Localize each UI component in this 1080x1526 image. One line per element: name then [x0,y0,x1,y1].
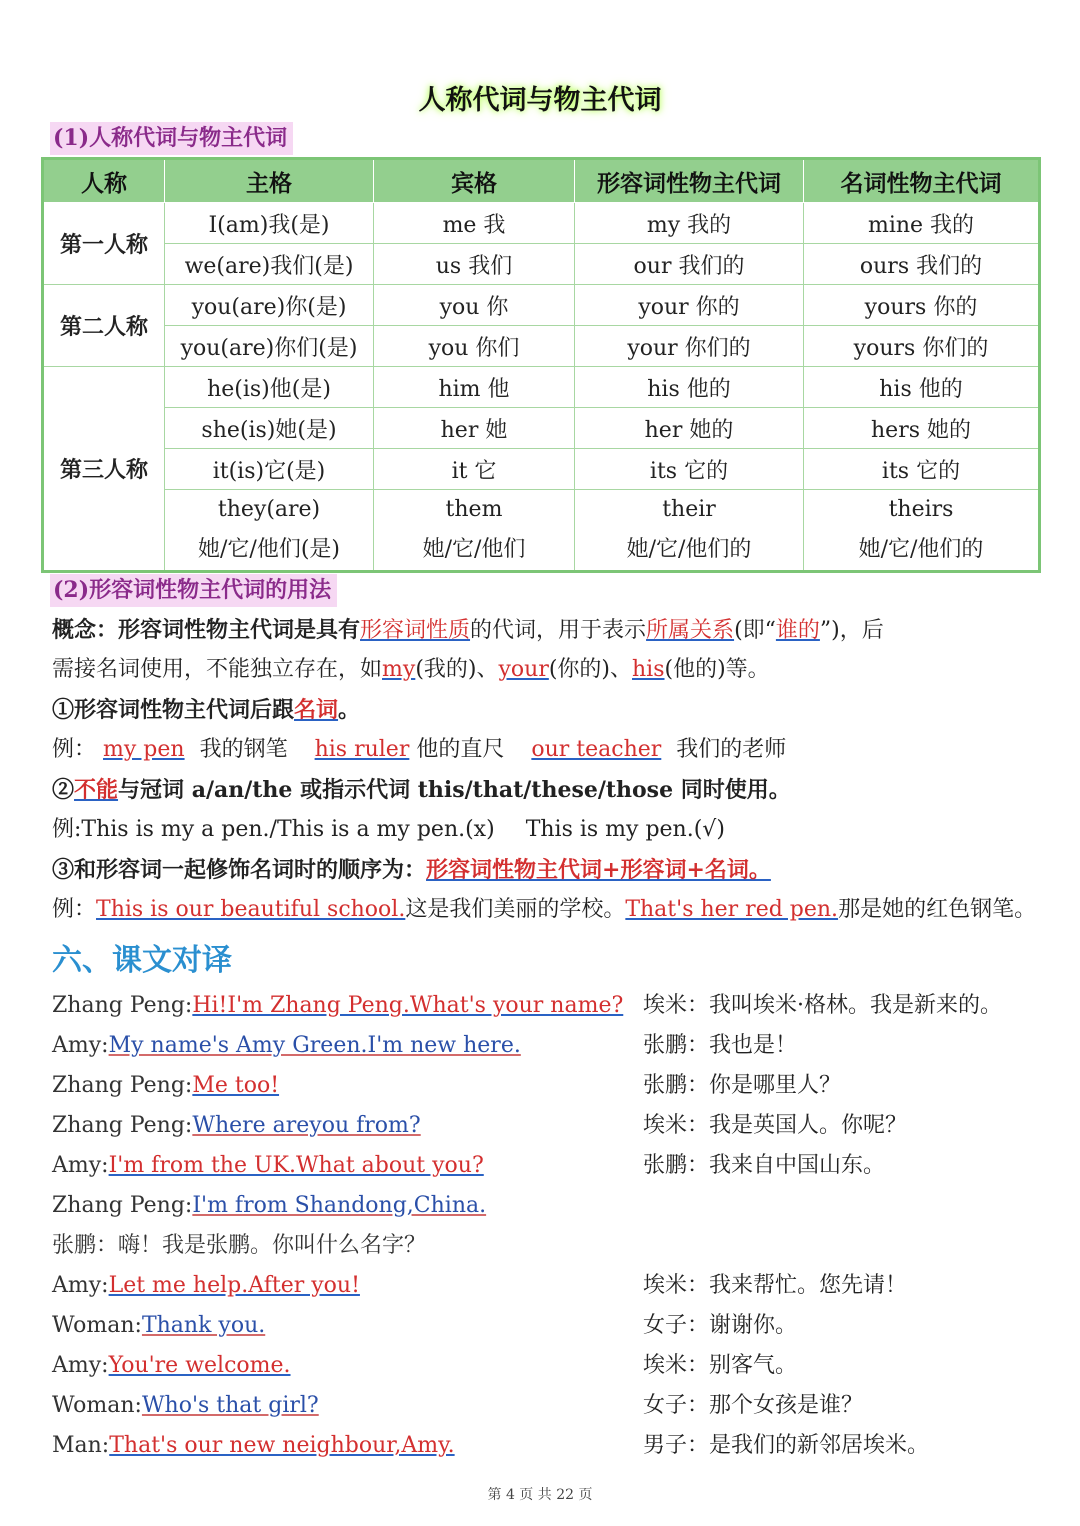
page-footer: 第 4 页 共 22 页 [487,1487,593,1503]
table-row [43,285,1040,326]
example-sentence: This is our beautiful school. [96,897,406,922]
dialogue-speaker: Amy: [52,1033,109,1058]
cell-line: 她/它/他们(是) [198,537,340,562]
cell-line: 她/它/他们的 [626,537,752,562]
table-cell: your 你们的 [575,326,804,367]
table-cell: it 它 [374,449,575,490]
example-word: my pen [103,737,185,762]
dialogue-translation: 埃米：我是英国人。你呢？ [643,1113,908,1138]
example-word: my [382,657,416,682]
dialogue-speaker: Man: [52,1433,110,1458]
page-title: 人称代词与物主代词 [418,85,662,116]
dialogue-english: I'm from the UK.What about you? [108,1153,484,1178]
header-object: 宾格 [374,159,575,203]
table-cell: it(is)它(是) [165,449,374,490]
table-row [43,326,1040,367]
concept-text: (你的)、 [548,657,633,682]
dialogue-speaker: Zhang Peng: [52,993,193,1018]
table-cell: mine 我的 [804,203,1040,244]
dialogue-english: Let me help.After you! [108,1273,360,1298]
dialogue-line [52,1066,279,1106]
table-cell: its 它的 [804,449,1040,490]
section-6-title: 六、课文对译 [52,943,232,978]
dialogue-english: That's our new neighbour,Amy. [109,1433,455,1458]
dialogue-speaker: Zhang Peng: [52,1073,193,1098]
table-cell [165,490,374,572]
table-cell: your 你的 [575,285,804,326]
dialogue-line [52,1306,265,1346]
example-sentence: That's her red pen. [625,897,839,922]
concept-text: (即“ [734,618,776,643]
example-prefix: 例： [52,737,97,762]
rule-text: 。 [338,697,361,723]
highlight: 名词 [294,697,339,723]
rule-number: ② [52,777,75,803]
cell-line: theirs [888,497,954,522]
table-row [43,490,1040,572]
table-cell: us 我们 [374,244,575,285]
dialogue-line [52,1426,455,1466]
cell-line: their [662,497,716,522]
table-cell: me 我 [374,203,575,244]
dialogue-translation: 埃米：我叫埃米·格林。我是新来的。 [643,993,1002,1018]
cell-line: them [445,497,503,522]
table-cell: she(is)她(是) [165,408,374,449]
table-cell: her 她 [374,408,575,449]
dialogue-line [52,1186,486,1226]
table-cell: its 它的 [575,449,804,490]
header-noun-possessive: 名词性物主代词 [804,159,1040,203]
example-word: his [632,657,665,682]
dialogue-speaker: Woman: [52,1313,142,1338]
dialogue-english: Me too! [192,1073,280,1098]
example-2 [52,810,725,850]
rule-text: ③和形容词一起修饰名词时的顺序为： [52,857,427,883]
dialogue-translation: 埃米：我来帮忙。您先请！ [643,1273,908,1298]
concept-text: (他的)等。 [664,657,770,682]
dialogue-english: You're welcome. [108,1353,291,1378]
example-word: our teacher [531,737,662,762]
pronoun-table [41,157,1041,573]
dialogue-english: Hi!I'm Zhang Peng.What's your name? [192,993,624,1018]
dialogue-speaker: Zhang Peng: [52,1193,193,1218]
table-cell: yours 你们的 [804,326,1040,367]
section-1-label: (1)人称代词与物主代词 [50,122,293,155]
example-3 [52,890,1036,930]
dialogue-translation: 张鹏：你是哪里人？ [643,1073,842,1098]
dialogue-speaker: 张鹏：嗨！我是张鹏。你叫什么名字？ [52,1233,427,1258]
rule-1 [52,690,360,730]
dialogue-english: Who's that girl? [141,1393,319,1418]
concept-text: 的代词，用于表示 [470,618,647,643]
example-prefix: 例： [52,897,97,922]
rule-2 [52,770,791,810]
table-cell: he(is)他(是) [165,367,374,408]
header-adj-possessive: 形容词性物主代词 [575,159,804,203]
table-cell [804,490,1040,572]
example-text: 例:This is my a pen./This is a my pen.(x) [52,817,495,842]
table-cell: hers 她的 [804,408,1040,449]
dialogue-translation: 女子：谢谢你。 [643,1313,798,1338]
concept-text: 概念：形容词性物主代词是具有 [52,617,361,643]
dialogue-line [52,1106,421,1146]
dialogue-speaker: Amy: [52,1353,109,1378]
dialogue-line [52,1386,319,1426]
cell-line: 她/它/他们 [422,537,526,562]
table-cell: him 他 [374,367,575,408]
table-cell: you(are)你(是) [165,285,374,326]
table-cell: you 你们 [374,326,575,367]
header-subject: 主格 [165,159,374,203]
table-cell: you(are)你们(是) [165,326,374,367]
example-translation: 我的钢笔 [199,737,288,762]
highlight: 形容词性物主代词+形容词+名词。 [426,857,771,883]
dialogue-translation: 男子：是我们的新邻居埃米。 [643,1433,930,1458]
example-text: This is my pen.(√) [525,817,725,842]
highlight: 所属关系 [646,618,735,643]
highlight: 不能 [74,777,119,803]
dialogue-line [52,1266,360,1306]
dialogue-line [52,1146,484,1186]
table-cell [374,490,575,572]
concept-line-1 [52,610,884,650]
section-2-label: (2)形容词性物主代词的用法 [50,574,337,607]
person-cell: 第一人称 [43,203,165,285]
table-cell: her 她的 [575,408,804,449]
example-word: his ruler [314,737,410,762]
dialogue-translation: 埃米：别客气。 [643,1353,798,1378]
table-cell: we(are)我们(是) [165,244,374,285]
dialogue-speaker: Woman: [52,1393,142,1418]
example-translation: 这是我们美丽的学校。 [405,897,626,922]
table-cell: yours 你的 [804,285,1040,326]
table-cell: I(am)我(是) [165,203,374,244]
table-row [43,408,1040,449]
dialogue-english: My name's Amy Green.I'm new here. [108,1033,521,1058]
dialogue-english: I'm from Shandong,China. [192,1193,487,1218]
concept-text: (我的)、 [415,657,499,682]
table-row [43,203,1040,244]
concept-text: ”)，后 [819,618,884,643]
dialogue-speaker: Zhang Peng: [52,1113,193,1138]
table-row [43,449,1040,490]
dialogue-line [52,1026,521,1066]
table-cell: ours 我们的 [804,244,1040,285]
table-cell: you 你 [374,285,575,326]
example-translation: 他的直尺 [416,737,505,762]
dialogue-english: Where areyou from? [192,1113,421,1138]
dialogue-line [52,1226,426,1266]
table-cell: his 他的 [804,367,1040,408]
highlight: 谁的 [775,618,820,643]
rule-text: ①形容词性物主代词后跟 [52,697,295,723]
table-header-row [43,159,1040,203]
table-cell: our 我们的 [575,244,804,285]
person-cell: 第三人称 [43,367,165,572]
concept-line-2 [52,650,770,690]
concept-text: 需接名词使用，不能独立存在，如 [52,657,383,682]
example-translation: 那是她的红色钢笔。 [838,897,1037,922]
rule-text: 与冠词 a/an/the 或指示代词 this/that/these/those 同时使用。 [118,777,791,803]
highlight: 形容词性质 [360,618,471,643]
person-cell: 第二人称 [43,285,165,367]
rule-3 [52,850,771,890]
example-translation: 我们的老师 [676,737,787,762]
cell-line: they(are) [217,497,321,522]
table-row [43,367,1040,408]
table-cell: my 我的 [575,203,804,244]
table-cell [575,490,804,572]
example-1 [52,730,786,770]
cell-line: 她/它/他们的 [858,537,984,562]
dialogue-translation: 张鹏：我也是！ [643,1033,798,1058]
dialogue-line [52,986,623,1026]
dialogue-speaker: Amy: [52,1153,109,1178]
table-cell: his 他的 [575,367,804,408]
dialogue-line [52,1346,291,1386]
dialogue-speaker: Amy: [52,1273,109,1298]
example-word: your [498,657,549,682]
table-row [43,244,1040,285]
dialogue-translation: 女子：那个女孩是谁？ [643,1393,864,1418]
dialogue-english: Thank you. [141,1313,266,1338]
header-person: 人称 [43,159,165,203]
dialogue-translation: 张鹏：我来自中国山东。 [643,1153,886,1178]
